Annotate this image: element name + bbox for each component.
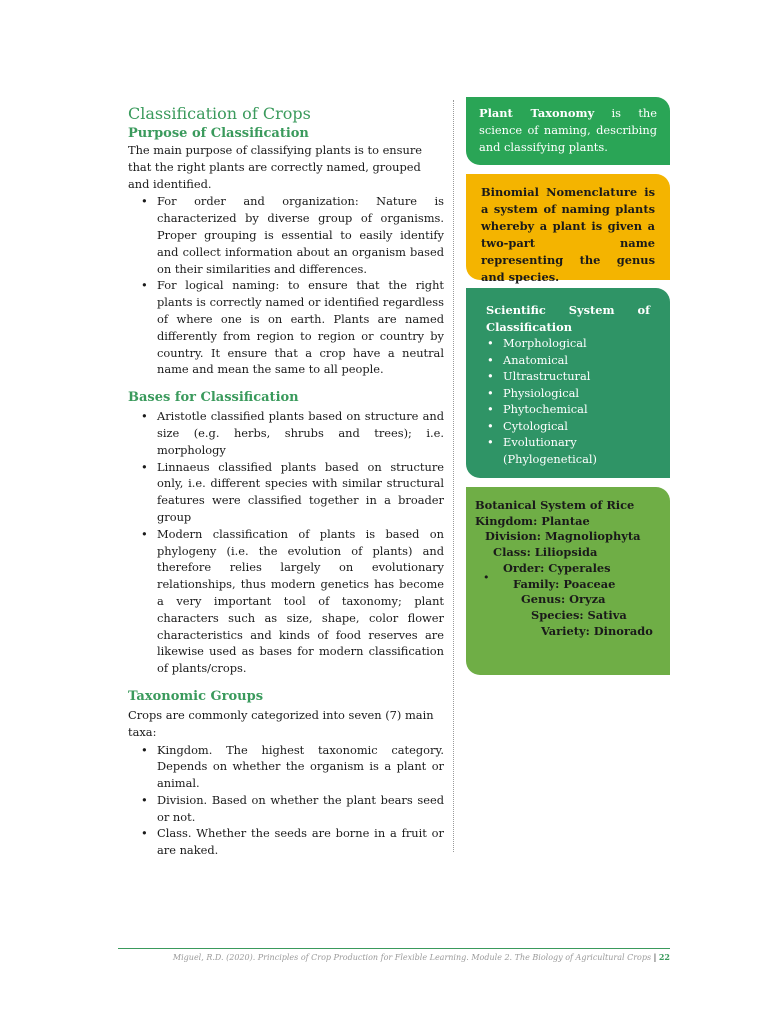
main-content [128,104,444,859]
bullet-icon: • [483,571,490,584]
scientific-list [486,335,650,467]
page-number: 22 [658,952,670,962]
scientific-heading-line2: Classification [486,319,572,334]
purpose-item-lead: For logical naming: [157,278,280,293]
purpose-item-lead: For order and organization: [157,194,359,209]
rice-division: Division: Magnoliophyta [485,529,641,544]
page-title: Classification of Crops [128,104,311,123]
rice-class: Class: Liliopsida [493,545,598,560]
list-item: • Linnaeus classified plants based on structure only, i.e. different species with similar structural features were classified together in a broader group [157,459,444,526]
taxonomic-list [128,742,444,860]
footer-citation: Miguel, R.D. (2020). Principles of Crop Production for Flexible Learning. Module 2. The Biology of Agricultural Crops [172,953,652,962]
column-divider [453,100,454,852]
list-item: • Morphological [503,335,650,352]
scientific-system-box [466,288,670,478]
rice-family: Family: Poaceae [513,576,616,591]
binomial-definition: Binomial Nomenclature is a system of naming plants whereby a plant is given a two-part name representing the genus and species. [481,185,655,284]
list-item: • Physiological [503,385,650,402]
list-item: • Aristotle classified plants based on structure and size (e.g. herbs, shrubs and trees); i.e. morphology [157,408,444,458]
purpose-list [128,193,444,378]
taxonomic-heading: Taxonomic Groups [128,688,264,704]
rice-species: Species: Sativa [531,607,627,622]
rice-kingdom: Kingdom: Plantae [475,513,590,528]
list-item: • Ultrastructural [503,368,650,385]
taxonomy-text: is the science of naming, describing and classifying plants. [479,106,657,154]
purpose-intro: The main purpose of classifying plants is to ensure that the right plants are correctly named, grouped and identified. [128,143,423,191]
purpose-item-text: Nature is characterized by diverse group of organisms. Proper grouping is essential to easily identify and collect information about an organism based on their similarities and differences. [157,194,444,276]
rice-heading: Botanical System of Rice [475,498,635,512]
taxonomic-intro: Crops are commonly categorized into seven (7) main taxa: [128,707,434,739]
footer-rule [118,948,670,949]
taxonomy-definition [479,105,657,155]
list-item: • Class. Whether the seeds are borne in a fruit or are naked. [157,825,444,859]
list-item [157,277,444,378]
list-item: • Kingdom. The highest taxonomic category. Depends on whether the organism is a plant or animal. [157,742,444,792]
list-item: • Anatomical [503,352,650,369]
list-item: • Division. Based on whether the plant bears seed or not. [157,792,444,826]
taxonomy-box [466,97,670,165]
taxonomy-term: Plant Taxonomy [479,106,595,120]
bases-list [128,408,444,677]
purpose-heading: Purpose of Classification [128,126,309,141]
rice-system-box [466,487,670,675]
footer [173,952,670,962]
list-item: • Cytological [503,418,650,435]
scientific-heading: Scientific System of [486,303,650,317]
binomial-box [466,174,670,284]
rice-variety: Variety: Dinorado [541,623,653,638]
footer-separator: | [653,953,657,962]
rice-order: Order: Cyperales [503,560,611,575]
rice-genus: Genus: Oryza [521,592,606,607]
bases-heading: Bases for Classification [128,390,299,406]
list-item [157,193,444,277]
list-item: • Modern classification of plants is based on phylogeny (i.e. the evolution of plants) and therefore relies largely on evolutionary relationships, thus modern genetics has become a very important tool of taxonomy; plant characters such as size, shape, color flower characteristics and kinds of food reserves are likewise used as bases for modern classification of plants/crops. [157,526,444,677]
list-item: • Evolutionary (Phylogenetical) [503,434,650,467]
purpose-item-text: to ensure that the right plants is correctly named or identified regardless of where one is on earth. Plants are named differently from region to region or country by country. It ensure that a crop have a neutral name and mean the same to all people. [157,278,444,377]
list-item: • Phytochemical [503,401,650,418]
